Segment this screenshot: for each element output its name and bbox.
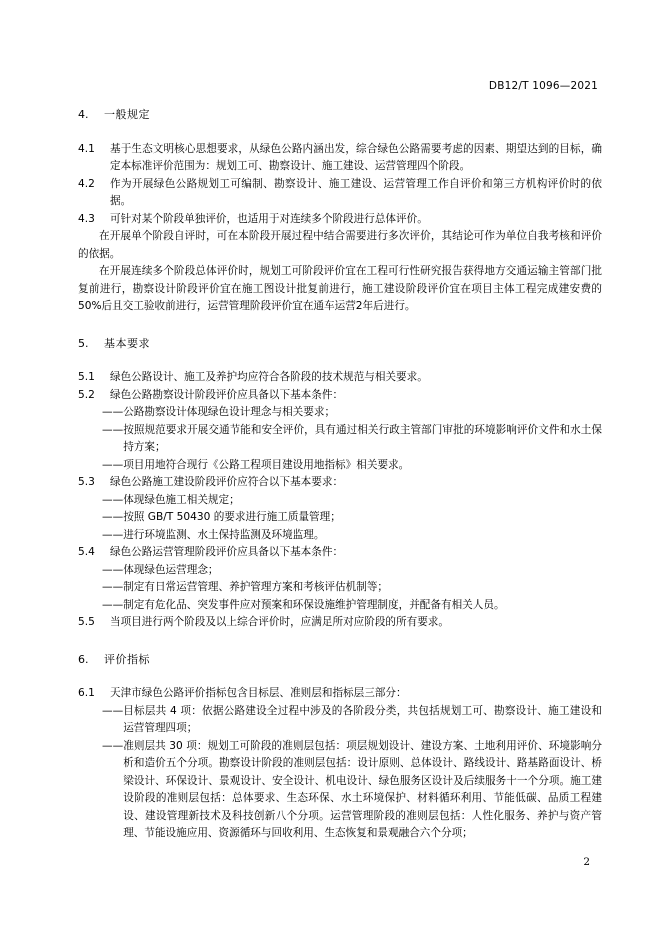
clause xyxy=(78,685,602,703)
list-item xyxy=(78,422,602,457)
clause-text: 基于生态文明核心思想要求，从绿色公路内涵出发，综合绿色公路需要考虑的因素、期望达到的目标，确定本标准评价范围为：规划工可、勘察设计、施工建设、运营管理四个阶段。 xyxy=(110,142,602,172)
clause xyxy=(78,369,602,387)
list-item-text: 公路勘察设计体现绿色设计理念与相关要求； xyxy=(123,406,336,418)
document-body xyxy=(78,104,602,843)
clause-number: 5.1 xyxy=(78,371,95,383)
section-number: 6. xyxy=(78,652,89,666)
list-dash: —— xyxy=(102,528,124,541)
list-item xyxy=(78,492,602,510)
section-heading xyxy=(78,106,602,124)
list-item-text: 制定有危化品、突发事件应对预案和环保设施维护管理制度，并配备有相关人员。 xyxy=(123,598,505,611)
clause-text: 绿色公路运营管理阶段评价应具备以下基本条件： xyxy=(110,546,344,558)
list-dash: —— xyxy=(102,458,124,471)
section-heading xyxy=(78,335,602,353)
clause-text: 绿色公路设计、施工及养护均应符合各阶段的技术规范与相关要求。 xyxy=(110,371,428,383)
list-dash: —— xyxy=(102,511,124,523)
list-item xyxy=(78,579,602,597)
list-item-text: 项目用地符合现行《公路工程项目建设用地指标》相关要求。 xyxy=(123,458,410,471)
clause-number: 5.3 xyxy=(78,476,95,488)
list-item-text: 按照 GB/T 50430 的要求进行施工质量管理； xyxy=(123,511,341,523)
clause xyxy=(78,544,602,562)
list-dash: —— xyxy=(102,423,124,436)
list-item-text: 制定有日常运营管理、养护管理方案和考核评估机制等； xyxy=(123,581,389,593)
list-dash: —— xyxy=(102,493,124,506)
list-item-text: 准则层共 30 项：规划工可阶段的准则层包括：项层规划设计、建设方案、土地利用评价、环境影响分析和造价五个分项。勘察设计阶段的准则层包括：设计原则、总体设计、路线设计、路基路面设计、桥梁设计、环保设计、景观设计、安全设计、机电设计、绿色服务区设计及后续服务十一个分项。施工建设阶段的准则层包括：总体要求、生态环保、水土环境保护、材料循环利用、节能低碳、品质工程建设、建设管理新技术及科技创新八个分项。运营管理阶段的准则层包括：人性化服务、养护与资产管理、节能设施应用、资源循环与回收利用、生态恢复和景观融合六个分项； xyxy=(123,739,602,839)
list-item-text: 进行环境监测、水土保持监测及环境监理。 xyxy=(123,528,325,541)
section-title: 一般规定 xyxy=(104,108,150,121)
list-dash: —— xyxy=(102,406,124,418)
clause xyxy=(78,211,602,229)
clause-text: 作为开展绿色公路规划工可编制、勘察设计、施工建设、运营管理工作自评价和第三方机构评价时的依据。 xyxy=(110,177,602,207)
clause-number: 4.3 xyxy=(78,212,95,225)
clause-text: 绿色公路勘察设计阶段评价应具备以下基本条件： xyxy=(110,388,344,401)
clause-number: 4.1 xyxy=(78,142,95,155)
clause-number: 5.4 xyxy=(78,546,95,558)
list-dash: —— xyxy=(102,598,124,611)
list-item xyxy=(78,404,602,422)
clause-number: 6.1 xyxy=(78,687,95,699)
section-number: 5. xyxy=(78,336,89,350)
paragraph: 在开展连续多个阶段总体评价时，规划工可阶段评价宜在工程可行性研究报告获得地方交通运输主管部门批复前进行，勘察设计阶段评价宜在施工图设计批复前进行，施工建设阶段评价宜在项目主体工程完成建安费的50%后且交工验收前进行，运营管理阶段评价宜在通车运营2年后进行。 xyxy=(78,265,602,312)
list-item xyxy=(78,527,602,545)
list-item-text: 体现绿色运营理念； xyxy=(123,563,219,576)
list-item xyxy=(78,562,602,580)
list-dash: —— xyxy=(102,563,124,576)
clause-text: 天津市绿色公路评价指标包含目标层、准则层和指标层三部分： xyxy=(110,687,407,699)
standard-code: DB12/T 1096—2021 xyxy=(488,80,598,92)
clause-number: 5.5 xyxy=(78,616,95,628)
section-number: 4. xyxy=(78,108,89,121)
list-dash: —— xyxy=(102,739,124,752)
clause xyxy=(78,614,602,632)
list-item-text: 目标层共 4 项：依据公路建设全过程中涉及的各阶段分类，共包括规划工可、勘察设计、施工建设和运营管理四项； xyxy=(123,704,602,734)
clause xyxy=(78,141,602,176)
list-item-text: 按照规范要求开展交通节能和安全评价，具有通过相关行政主管部门审批的环境影响评价文件和水土保持方案； xyxy=(123,423,602,453)
list-item xyxy=(78,738,602,843)
list-item xyxy=(78,457,602,475)
list-item xyxy=(78,703,602,738)
clause xyxy=(78,387,602,405)
clause xyxy=(78,176,602,211)
list-dash: —— xyxy=(102,704,124,717)
list-dash: —— xyxy=(102,581,124,593)
list-item-text: 体现绿色施工相关规定； xyxy=(123,493,240,506)
clause-text: 可针对某个阶段单独评价，也适用于对连续多个阶段进行总体评价。 xyxy=(110,212,428,225)
list-item xyxy=(78,597,602,615)
section-heading xyxy=(78,651,602,669)
clause xyxy=(78,474,602,492)
page-number: 2 xyxy=(583,856,590,868)
section-title: 评价指标 xyxy=(104,652,150,666)
clause-number: 4.2 xyxy=(78,177,95,190)
paragraph: 在开展单个阶段自评时，可在本阶段开展过程中结合需要进行多次评价，其结论可作为单位自我考核和评价的依据。 xyxy=(78,230,602,260)
section-title: 基本要求 xyxy=(104,336,150,350)
list-item xyxy=(78,509,602,527)
clause-number: 5.2 xyxy=(78,388,95,401)
clause-text: 绿色公路施工建设阶段评价应符合以下基本要求： xyxy=(110,476,344,488)
clause-text: 当项目进行两个阶段及以上综合评价时，应满足所对应阶段的所有要求。 xyxy=(110,616,449,628)
